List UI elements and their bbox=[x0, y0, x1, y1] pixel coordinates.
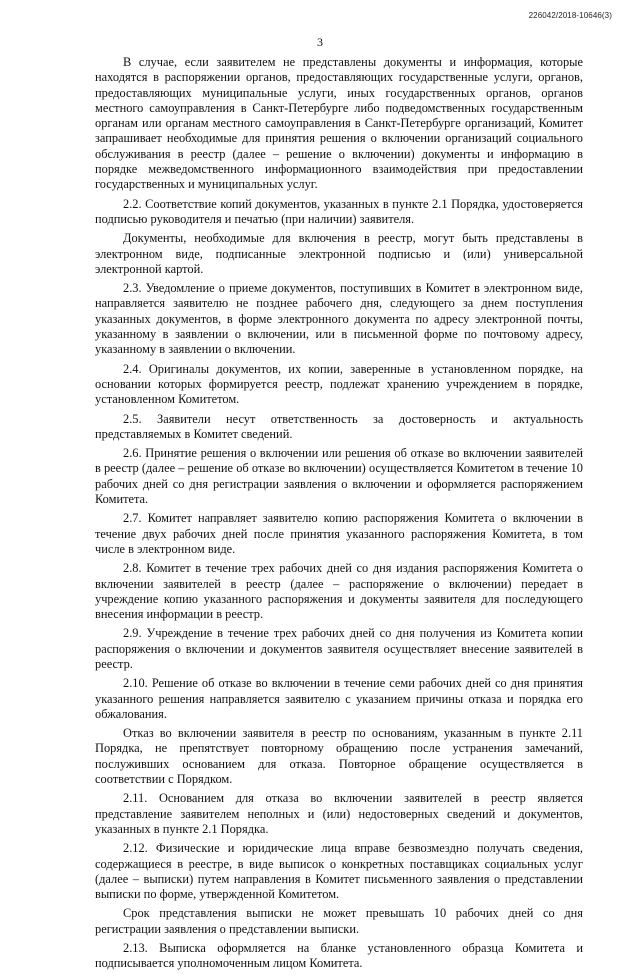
paragraph-electronic-documents: Документы, необходимые для включения в реестр, могут быть представлены в электронном виде, подписанные электронной подписью и (или) универсальной электронной картой. bbox=[95, 231, 583, 276]
paragraph-2-3: 2.3. Уведомление о приеме документов, поступивших в Комитет в электронном виде, направляется заявителю не позднее рабочего дня, следующего за днем поступления указанных документов, в форме электронного документа по адресу электронной почты, указанному в заявлении о включении, или в письменной форме по почтовому адресу, указанному в заявлении о включении. bbox=[95, 281, 583, 357]
paragraph-extract-deadline: Срок представления выписки не может превышать 10 рабочих дней со дня регистрации заявления о представлении выписки. bbox=[95, 906, 583, 936]
paragraph-2-9: 2.9. Учреждение в течение трех рабочих дней со дня получения из Комитета копии распоряжения о включении и документов заявителя осуществляет внесение заявителей в реестр. bbox=[95, 626, 583, 671]
document-body bbox=[95, 55, 583, 976]
document-id: 226042/2018-10646(3) bbox=[528, 11, 612, 20]
paragraph-2-10: 2.10. Решение об отказе во включении в течение семи рабочих дней со дня принятия указанного решения направляется заявителю с указанием причины отказа и порядка его обжалования. bbox=[95, 676, 583, 721]
paragraph-2-6: 2.6. Принятие решения о включении или решения об отказе во включении заявителей в реестр (далее – решение об отказе во включении) осуществляется Комитетом в течение 10 рабочих дней со дня регистрации заявления о включении и оформляется распоряжением Комитета. bbox=[95, 446, 583, 507]
page-number: 3 bbox=[317, 35, 323, 49]
paragraph-2-8: 2.8. Комитет в течение трех рабочих дней со дня издания распоряжения Комитета о включении заявителей в реестр (далее – распоряжение о включении) передает в учреждение копию указанного распоряжения и документы заявителя для последующего внесения информации в реестр. bbox=[95, 561, 583, 622]
paragraph-2-11: 2.11. Основанием для отказа во включении заявителей в реестр является представление заявителем неполных и (или) недостоверных сведений и документов, указанных в пункте 2.1 Порядка. bbox=[95, 791, 583, 836]
paragraph-2-7: 2.7. Комитет направляет заявителю копию распоряжения Комитета о включении в течение двух рабочих дней после принятия указанного распоряжения Комитета, в том числе в электронном виде. bbox=[95, 511, 583, 556]
paragraph-interagency-request: В случае, если заявителем не представлены документы и информация, которые находятся в распоряжении органов, предоставляющих государственные услуги, органов, предоставляющих муниципальные услуги, иных государственных органов, органов местного самоуправления в Санкт-Петербурге либо подведомственных государственным органам или органам местного самоуправления в Санкт-Петербурге организаций, Комитет запрашивает необходимые для принятия решения о включении организаций социального обслуживания в реестр (далее – решение о включении) документы и информацию в порядке межведомственного информационного взаимодействия при предоставлении государственных и муниципальных услуг. bbox=[95, 55, 583, 192]
paragraph-2-2: 2.2. Соответствие копий документов, указанных в пункте 2.1 Порядка, удостоверяется подписью руководителя и печатью (при наличии) заявителя. bbox=[95, 196, 583, 226]
paragraph-2-13: 2.13. Выписка оформляется на бланке установленного образца Комитета и подписывается уполномоченным лицом Комитета. bbox=[95, 941, 583, 971]
paragraph-2-5: 2.5. Заявители несут ответственность за достоверность и актуальность представляемых в Комитет сведений. bbox=[95, 411, 583, 441]
paragraph-2-12: 2.12. Физические и юридические лица вправе безвозмездно получать сведения, содержащиеся в реестре, в виде выписок о конкретных поставщиках социальных услуг (далее – выписки) путем направления в Комитет письменного заявления о представлении выписки по форме, утвержденной Комитетом. bbox=[95, 841, 583, 902]
paragraph-2-4: 2.4. Оригиналы документов, их копии, заверенные в установленном порядке, на основании которых формируется реестр, подлежат хранению учреждением в порядке, установленном Комитетом. bbox=[95, 361, 583, 407]
paragraph-refusal-reapply: Отказ во включении заявителя в реестр по основаниям, указанным в пункте 2.11 Порядка, не препятствует повторному обращению после устранения замечаний, послуживших основанием для отказа. Повторное обращение осуществляется в соответствии с Порядком. bbox=[95, 726, 583, 787]
